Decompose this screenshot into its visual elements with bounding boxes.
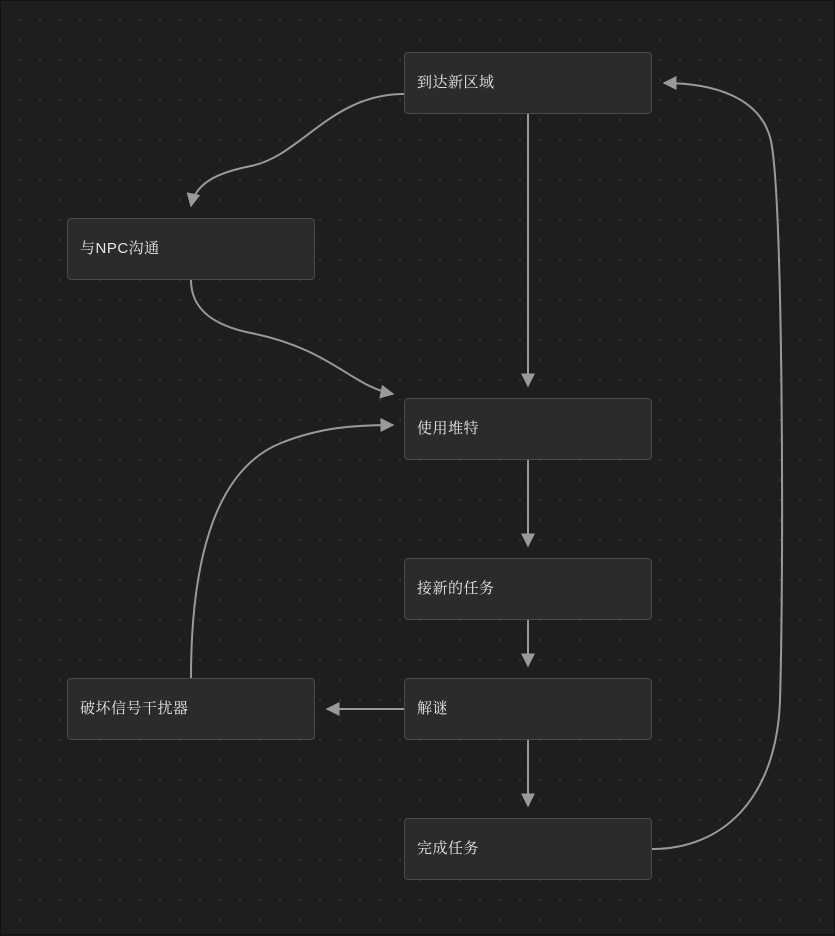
- edge-complete-arrive: [652, 83, 782, 849]
- node-label: 接新的任务: [417, 580, 495, 597]
- node-label: 解谜: [417, 700, 449, 717]
- node-label: 完成任务: [417, 840, 480, 857]
- node-puzzle[interactable]: [404, 678, 652, 740]
- node-label: 与NPC沟通: [80, 240, 160, 257]
- node-label: 使用堆特: [417, 420, 480, 437]
- node-label: 破坏信号干扰器: [80, 700, 189, 717]
- edge-jammer-use: [191, 425, 393, 678]
- edge-layer: [1, 1, 835, 936]
- node-npc[interactable]: [67, 218, 315, 280]
- edge-npc-use: [191, 280, 393, 394]
- node-label: 到达新区域: [417, 74, 495, 91]
- edge-arrive-npc: [191, 94, 404, 206]
- node-use[interactable]: [404, 398, 652, 460]
- node-jammer[interactable]: [67, 678, 315, 740]
- node-complete[interactable]: [404, 818, 652, 880]
- node-newtask[interactable]: [404, 558, 652, 620]
- node-arrive[interactable]: [404, 52, 652, 114]
